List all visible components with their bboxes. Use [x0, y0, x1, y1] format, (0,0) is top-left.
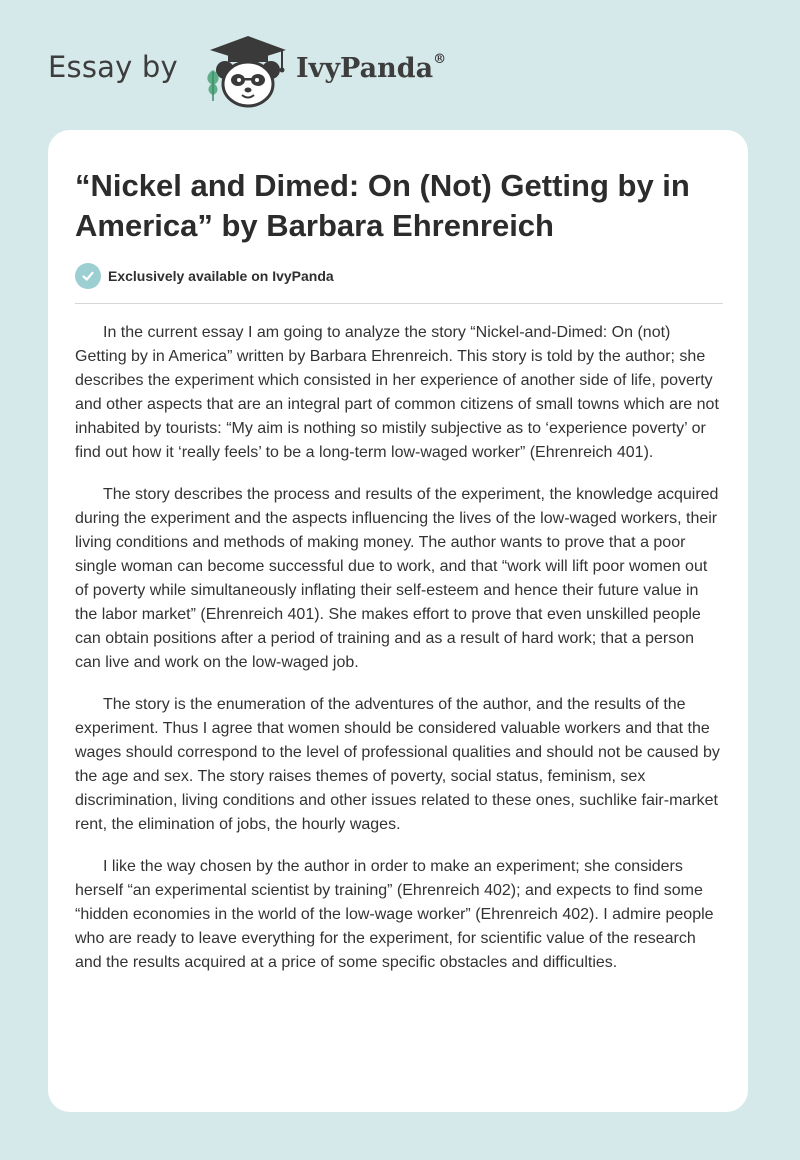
paragraph: I like the way chosen by the author in order to make an experiment; she considers herself “an experimental scientist by training” (Ehrenreich 402); and expects to find some “hidden economies in the world of the low-wage worker” (Ehrenreich 402). I admire people who are ready to leave everything for the experiment, for scientific value of the research and the results acquired at a price of some specific obstacles and difficulties.	[75, 858, 714, 971]
brand-name[interactable]	[296, 53, 446, 84]
paragraph: The story describes the process and results of the experiment, the knowledge acquired during the experiment and the aspects influencing the lives of the low-waged workers, their living conditions and methods of making money. The author wants to prove that a poor single woman can become successful due to work, and that “work will lift poor women out of poverty while simultaneously inflating their self-esteem and hence their future value in the labor market” (Ehrenreich 401). She makes effort to prove that even unskilled people can obtain positions after a period of training and as a result of hard work; that a person can live and work on the low-waged job.	[75, 486, 719, 671]
site-header	[48, 30, 508, 110]
essay-by-label: Essay by	[48, 50, 178, 84]
exclusive-badge	[75, 263, 334, 289]
divider	[75, 303, 723, 304]
ivy-leaf-icon	[202, 68, 224, 102]
paragraph: In the current essay I am going to analyze the story “Nickel-and-Dimed: On (not) Getting by in America” written by Barbara Ehrenreich. This story is told by the author; she describes the experiment which consisted in her experience of another side of life, poverty and other aspects that are an integral part of common citizens of small towns which are not inhabited by tourists: “My aim is nothing so mistily subjective as to ‘experience poverty’ or find out how it ‘really feels’ to be a long-term low-waged worker” (Ehrenreich 401).	[75, 324, 719, 461]
essay-body	[75, 321, 723, 993]
brand-text: IvyPanda	[296, 53, 434, 84]
ivypanda-logo[interactable]	[198, 30, 298, 110]
paragraph: The story is the enumeration of the adventures of the author, and the results of the experiment. Thus I agree that women should be considered valuable workers and that the wages should correspond to the level of professional qualities and should not be caused by the age and sex. The story raises themes of poverty, social status, feminism, sex discrimination, living conditions and other issues related to these ones, suchlike fair-market rent, the elimination of jobs, the hourly wages.	[75, 696, 720, 833]
check-icon	[75, 263, 101, 289]
exclusive-label: Exclusively available on IvyPanda	[108, 268, 334, 284]
essay-card	[48, 130, 748, 1112]
registered-mark: ®	[433, 52, 447, 67]
essay-title: “Nickel and Dimed: On (Not) Getting by in America” by Barbara Ehrenreich	[75, 168, 690, 243]
